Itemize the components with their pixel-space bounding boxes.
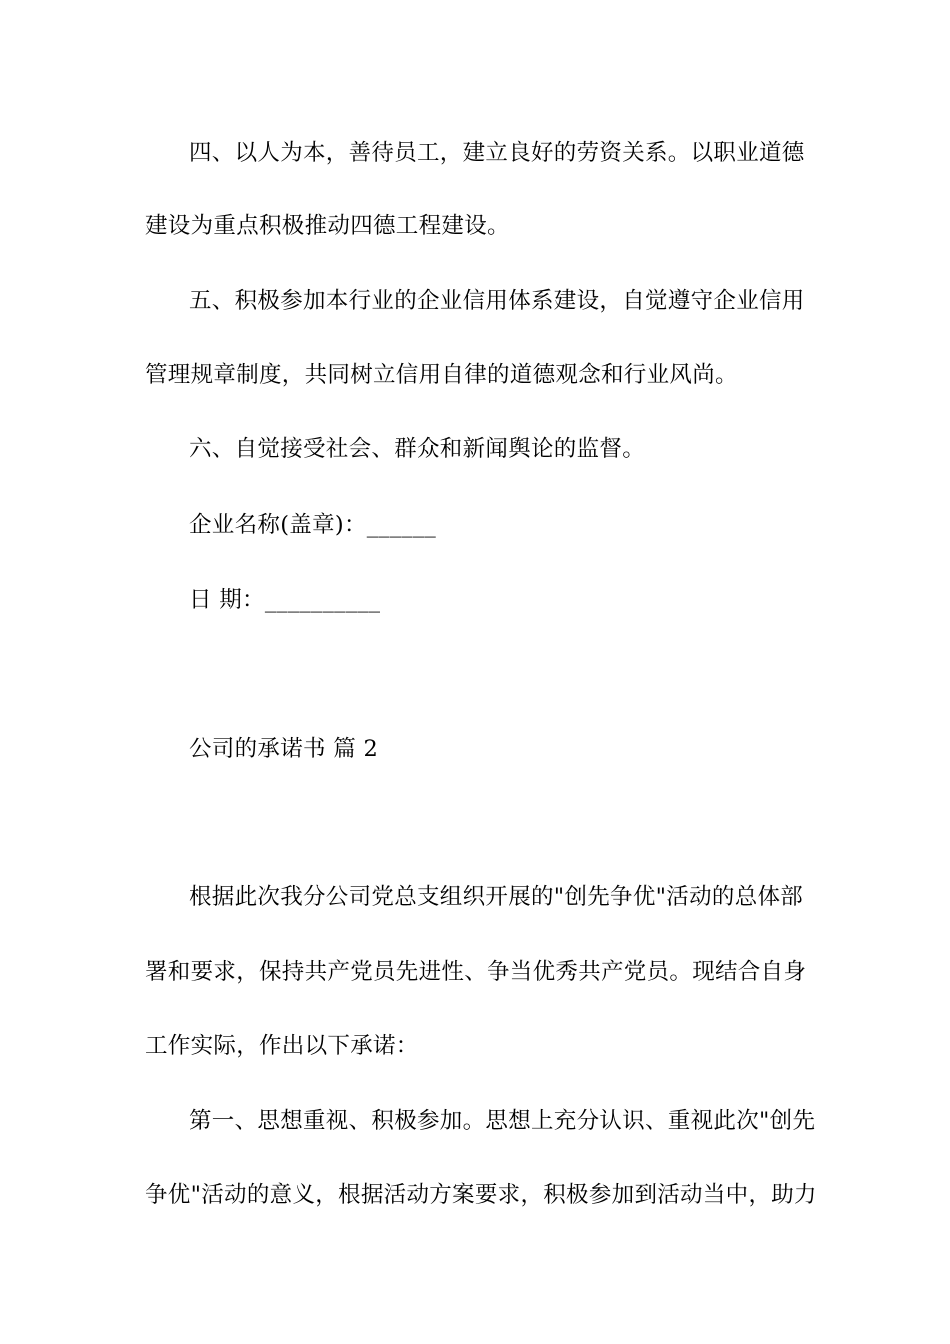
paragraph-6-line-1: 六、自觉接受社会、群众和新闻舆论的监督。 [189, 436, 646, 462]
paragraph-4-line-1: 四、以人为本，善待员工，建立良好的劳资关系。以职业道德 [189, 140, 805, 166]
section-title: 公司的承诺书 篇 2 [189, 736, 379, 762]
paragraph-5-line-1: 五、积极参加本行业的企业信用体系建设，自觉遵守企业信用 [189, 288, 805, 314]
intro-line-1: 根据此次我分公司党总支组织开展的"创先争优"活动的总体部 [189, 884, 804, 910]
intro-line-3: 工作实际，作出以下承诺： [145, 1033, 419, 1059]
first-commitment-line-2: 争优"活动的意义，根据活动方案要求，积极参加到活动当中，助力 [145, 1182, 817, 1208]
date-field: 日 期：__________ [189, 587, 381, 613]
company-name-field: 企业名称(盖章)：______ [189, 512, 437, 538]
paragraph-4-line-2: 建设为重点积极推动四德工程建设。 [145, 213, 510, 239]
paragraph-5-line-2: 管理规章制度，共同树立信用自律的道德观念和行业风尚。 [145, 362, 738, 388]
first-commitment-line-1: 第一、思想重视、积极参加。思想上充分认识、重视此次"创先 [189, 1108, 816, 1134]
intro-line-2: 署和要求，保持共产党员先进性、争当优秀共产党员。现结合自身 [145, 959, 807, 985]
